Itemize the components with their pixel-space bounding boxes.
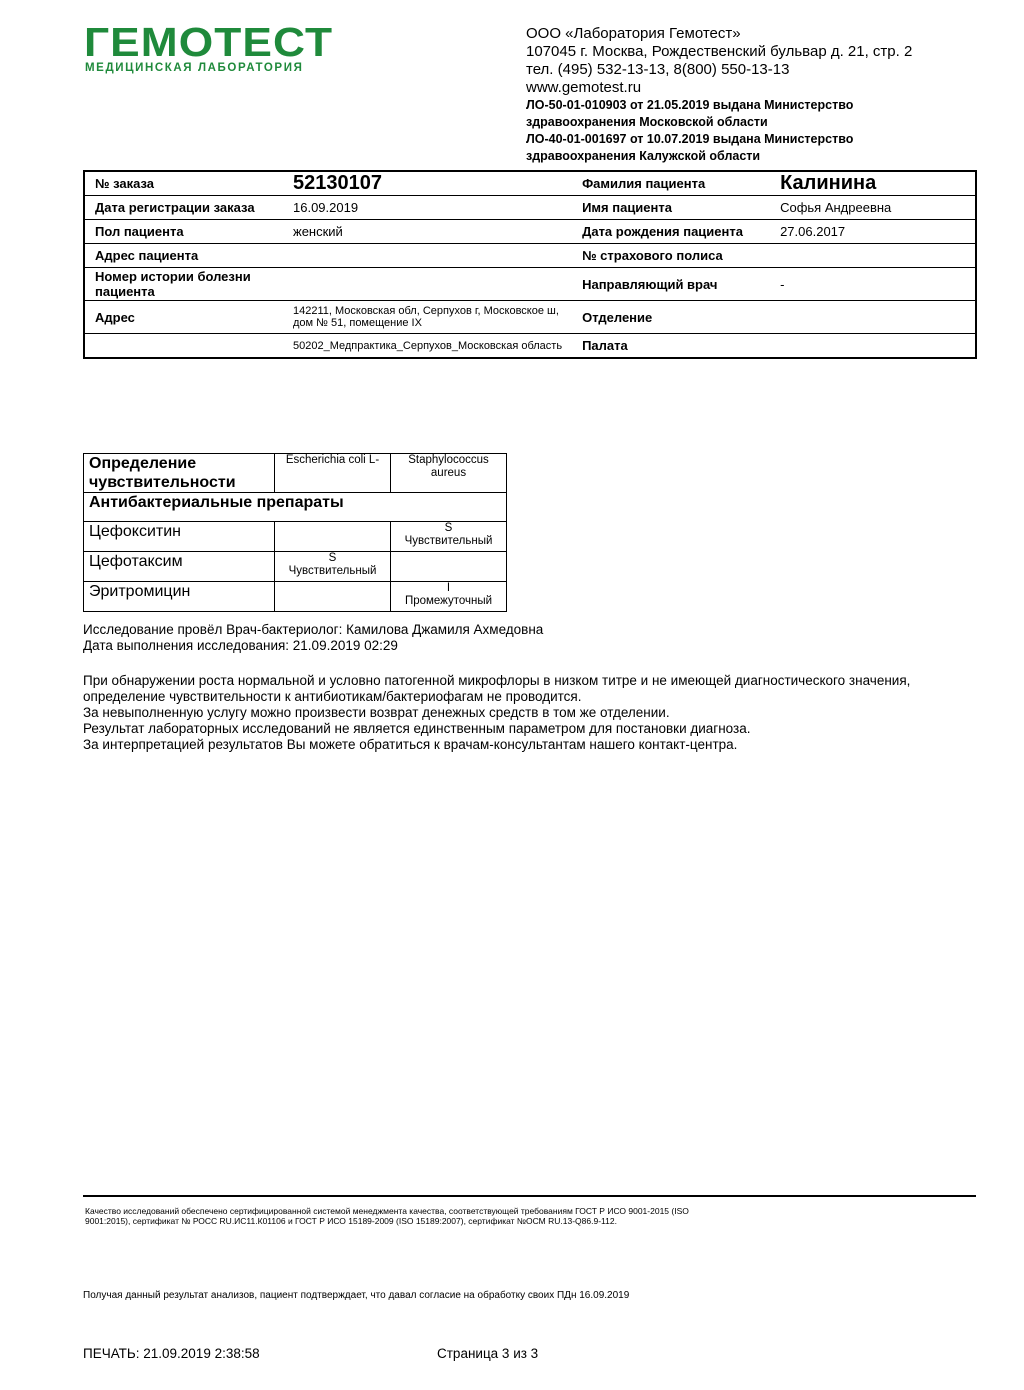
policy-label: № страхового полиса [572,244,770,268]
department-label: Отделение [572,301,770,334]
drug-name: Цефокситин [84,522,275,552]
address-value: 142211, Московская обл, Серпухов г, Московское ш, дом № 51, помещение IX [283,301,572,334]
company-address: 107045 г. Москва, Рождественский бульвар д. 21, стр. 2 [526,43,913,60]
patient-address-value [283,244,572,268]
sex-value: женский [283,220,572,244]
notes-block [83,673,910,753]
name-label: Имя пациента [572,196,770,220]
table-row [84,220,976,244]
table-row [84,171,976,196]
sex-label: Пол пациента [84,220,283,244]
clinic-value: 50202_Медпрактика_Серпухов_Московская область [293,339,563,352]
result-text: Чувствительный [288,565,377,577]
drug-name: Цефотаксим [84,552,275,582]
history-value [283,268,572,301]
result-cell [391,552,507,582]
result-text: Промежуточный [404,595,493,607]
surname-value: Калинина [770,171,976,196]
footer-divider [83,1195,976,1197]
organism-2: Staphylococcus aureus [391,454,507,493]
history-label: Номер истории болезни пациента [84,268,283,301]
license-1-line-2: здравоохранения Московской области [526,115,768,129]
ward-value [770,334,976,359]
license-2-line-2: здравоохранения Калужской области [526,149,761,163]
drug-name: Эритромицин [84,582,275,612]
table-row [84,454,507,493]
result-text: Чувствительный [404,535,493,547]
quality-statement [85,1206,689,1226]
study-date: Дата выполнения исследования: 21.09.2019 02:29 [83,638,398,653]
policy-value [770,244,976,268]
company-website[interactable]: www.gemotest.ru [526,79,642,96]
print-timestamp: ПЕЧАТЬ: 21.09.2019 2:38:58 [83,1346,260,1361]
table-row [84,244,976,268]
note-line: За невыполненную услугу можно произвести возврат денежных средств в том же отделении. [83,705,670,720]
sensitivity-header: Определение чувствительности [84,454,275,493]
consent-text: Получая данный результат анализов, пациент подтверждает, что давал согласие на обработку своих ПДн 16.09.2019 [83,1290,630,1301]
ward-label: Палата [582,338,628,353]
birth-date-value: 27.06.2017 [770,220,976,244]
note-line: определение чувствительности к антибиотикам/бактериофагам не проводится. [83,689,582,704]
note-line: Результат лабораторных исследований не является единственным параметром для постановки диагноза. [83,721,751,736]
result-cell [391,582,507,612]
result-cell [275,552,391,582]
reg-date-label: Дата регистрации заказа [84,196,283,220]
surname-label: Фамилия пациента [572,171,770,196]
license-2-line-1: ЛО-40-01-001697 от 10.07.2019 выдана Министерство [526,132,854,146]
birth-date-label: Дата рождения пациента [572,220,770,244]
license-1-line-1: ЛО-50-01-010903 от 21.05.2019 выдана Министерство [526,98,854,112]
page-number: Страница 3 из 3 [437,1346,539,1361]
study-performer: Исследование провёл Врач-бактериолог: Камилова Джамиля Ахмедовна [83,622,544,637]
result-cell [391,522,507,552]
table-row [84,301,976,334]
table-row [84,552,507,582]
result-cell [275,522,391,552]
order-number: 52130107 [283,171,572,196]
patient-info-table [83,170,977,359]
company-name: ООО «Лаборатория Гемотест» [526,25,741,42]
patient-address-label: Адрес пациента [84,244,283,268]
table-row [84,334,976,359]
organism-1: Escherichia coli L- [275,454,391,493]
table-row [84,268,976,301]
reg-date-value: 16.09.2019 [283,196,572,220]
department-value [770,301,976,334]
result-code: S [328,552,337,564]
table-row [84,196,976,220]
result-code: S [444,522,453,534]
logo-title: ГЕМОТЕСТ [84,19,334,65]
table-row [84,582,507,612]
company-info [526,25,996,165]
result-cell [275,582,391,612]
address-label: Адрес [84,301,283,334]
note-line: За интерпретацией результатов Вы можете обратиться к врачам-консультантам нашего контакт-центра. [83,737,738,752]
sensitivity-table [83,453,507,612]
clinic-label-empty [84,334,283,359]
referring-doctor-value: - [770,268,976,301]
note-line: При обнаружении роста нормальной и условно патогенной микрофлоры в низком титре и не имеющей диагностического значения, [83,673,911,688]
quality-line-1: Качество исследований обеспечено сертифицированной системой менеджмента качества, соответствующей требованиям ГОСТ Р ИСО 9001-2015 (ISO [85,1206,689,1216]
referring-doctor-label: Направляющий врач [572,268,770,301]
table-row [84,522,507,552]
name-value: Софья Андреевна [770,196,976,220]
order-label: № заказа [84,171,283,196]
result-code: I [446,582,451,594]
group-header: Антибактериальные препараты [84,493,507,522]
company-phone: тел. (495) 532-13-13, 8(800) 550-13-13 [526,61,790,78]
logo-subtitle: МЕДИЦИНСКАЯ ЛАБОРАТОРИЯ [85,62,304,74]
quality-line-2: 9001:2015), сертификат № РОСС RU.ИС11.К01106 и ГОСТ Р ИСО 15189-2009 (ISO 15189:2007), сертификат №ОСМ RU.13-Q86.9-112. [85,1216,617,1226]
table-row [84,493,507,522]
